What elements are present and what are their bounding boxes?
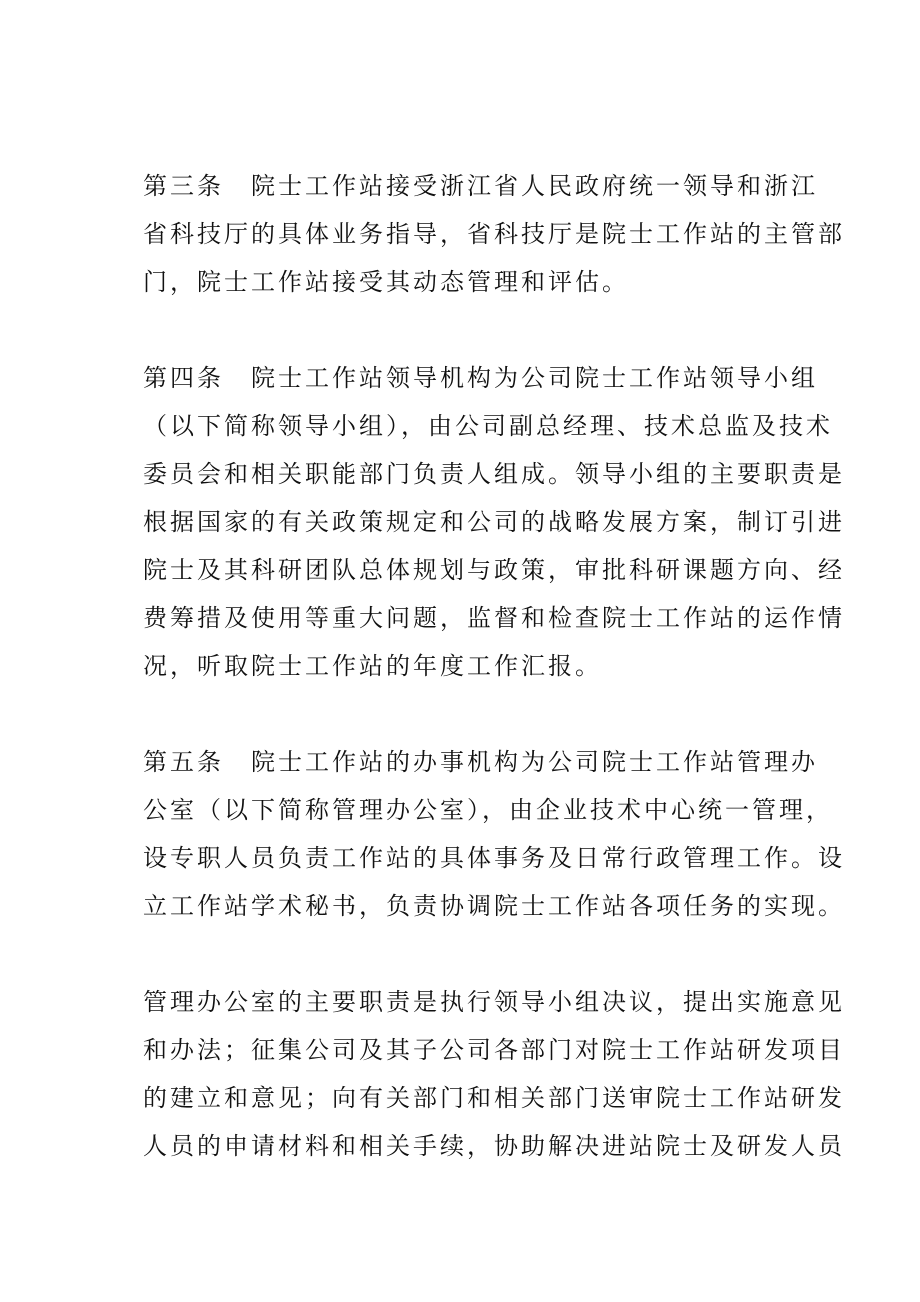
article-4-paragraph	[143, 354, 843, 690]
paragraph-line: 设专职人员负责工作站的具体事务及日常行政管理工作。设	[143, 844, 845, 872]
management-office-duties-paragraph	[143, 978, 843, 1170]
paragraph-line: 第五条 院士工作站的办事机构为公司院士工作站管理办	[143, 748, 818, 776]
paragraph-line: 第四条 院士工作站领导机构为公司院士工作站领导小组	[143, 364, 818, 392]
article-5-paragraph	[143, 738, 843, 930]
paragraph-line: 况，听取院士工作站的年度工作汇报。	[143, 652, 602, 680]
article-3-paragraph	[143, 162, 843, 306]
paragraph-line: 门，院士工作站接受其动态管理和评估。	[143, 268, 629, 296]
paragraph-line: 立工作站学术秘书，负责协调院士工作站各项任务的实现。	[143, 892, 845, 920]
paragraph-line: （以下简称领导小组），由公司副总经理、技术总监及技术	[143, 412, 833, 440]
paragraph-line: 委员会和相关职能部门负责人组成。领导小组的主要职责是	[143, 460, 845, 488]
paragraph-line: 人员的申请材料和相关手续，协助解决进站院士及研发人员	[143, 1132, 845, 1160]
paragraph-line: 根据国家的有关政策规定和公司的战略发展方案，制订引进	[143, 508, 845, 536]
paragraph-line: 费筹措及使用等重大问题，监督和检查院士工作站的运作情	[143, 604, 845, 632]
paragraph-line: 省科技厅的具体业务指导，省科技厅是院士工作站的主管部	[143, 220, 845, 248]
paragraph-line: 的建立和意见；向有关部门和相关部门送审院士工作站研发	[143, 1084, 845, 1112]
paragraph-line: 院士及其科研团队总体规划与政策，审批科研课题方向、经	[143, 556, 845, 584]
paragraph-line: 和办法；征集公司及其子公司各部门对院士工作站研发项目	[143, 1036, 845, 1064]
paragraph-line: 第三条 院士工作站接受浙江省人民政府统一领导和浙江	[143, 172, 818, 200]
paragraph-line: 公室（以下简称管理办公室），由企业技术中心统一管理，	[143, 796, 833, 824]
paragraph-line: 管理办公室的主要职责是执行领导小组决议，提出实施意见	[143, 988, 845, 1016]
